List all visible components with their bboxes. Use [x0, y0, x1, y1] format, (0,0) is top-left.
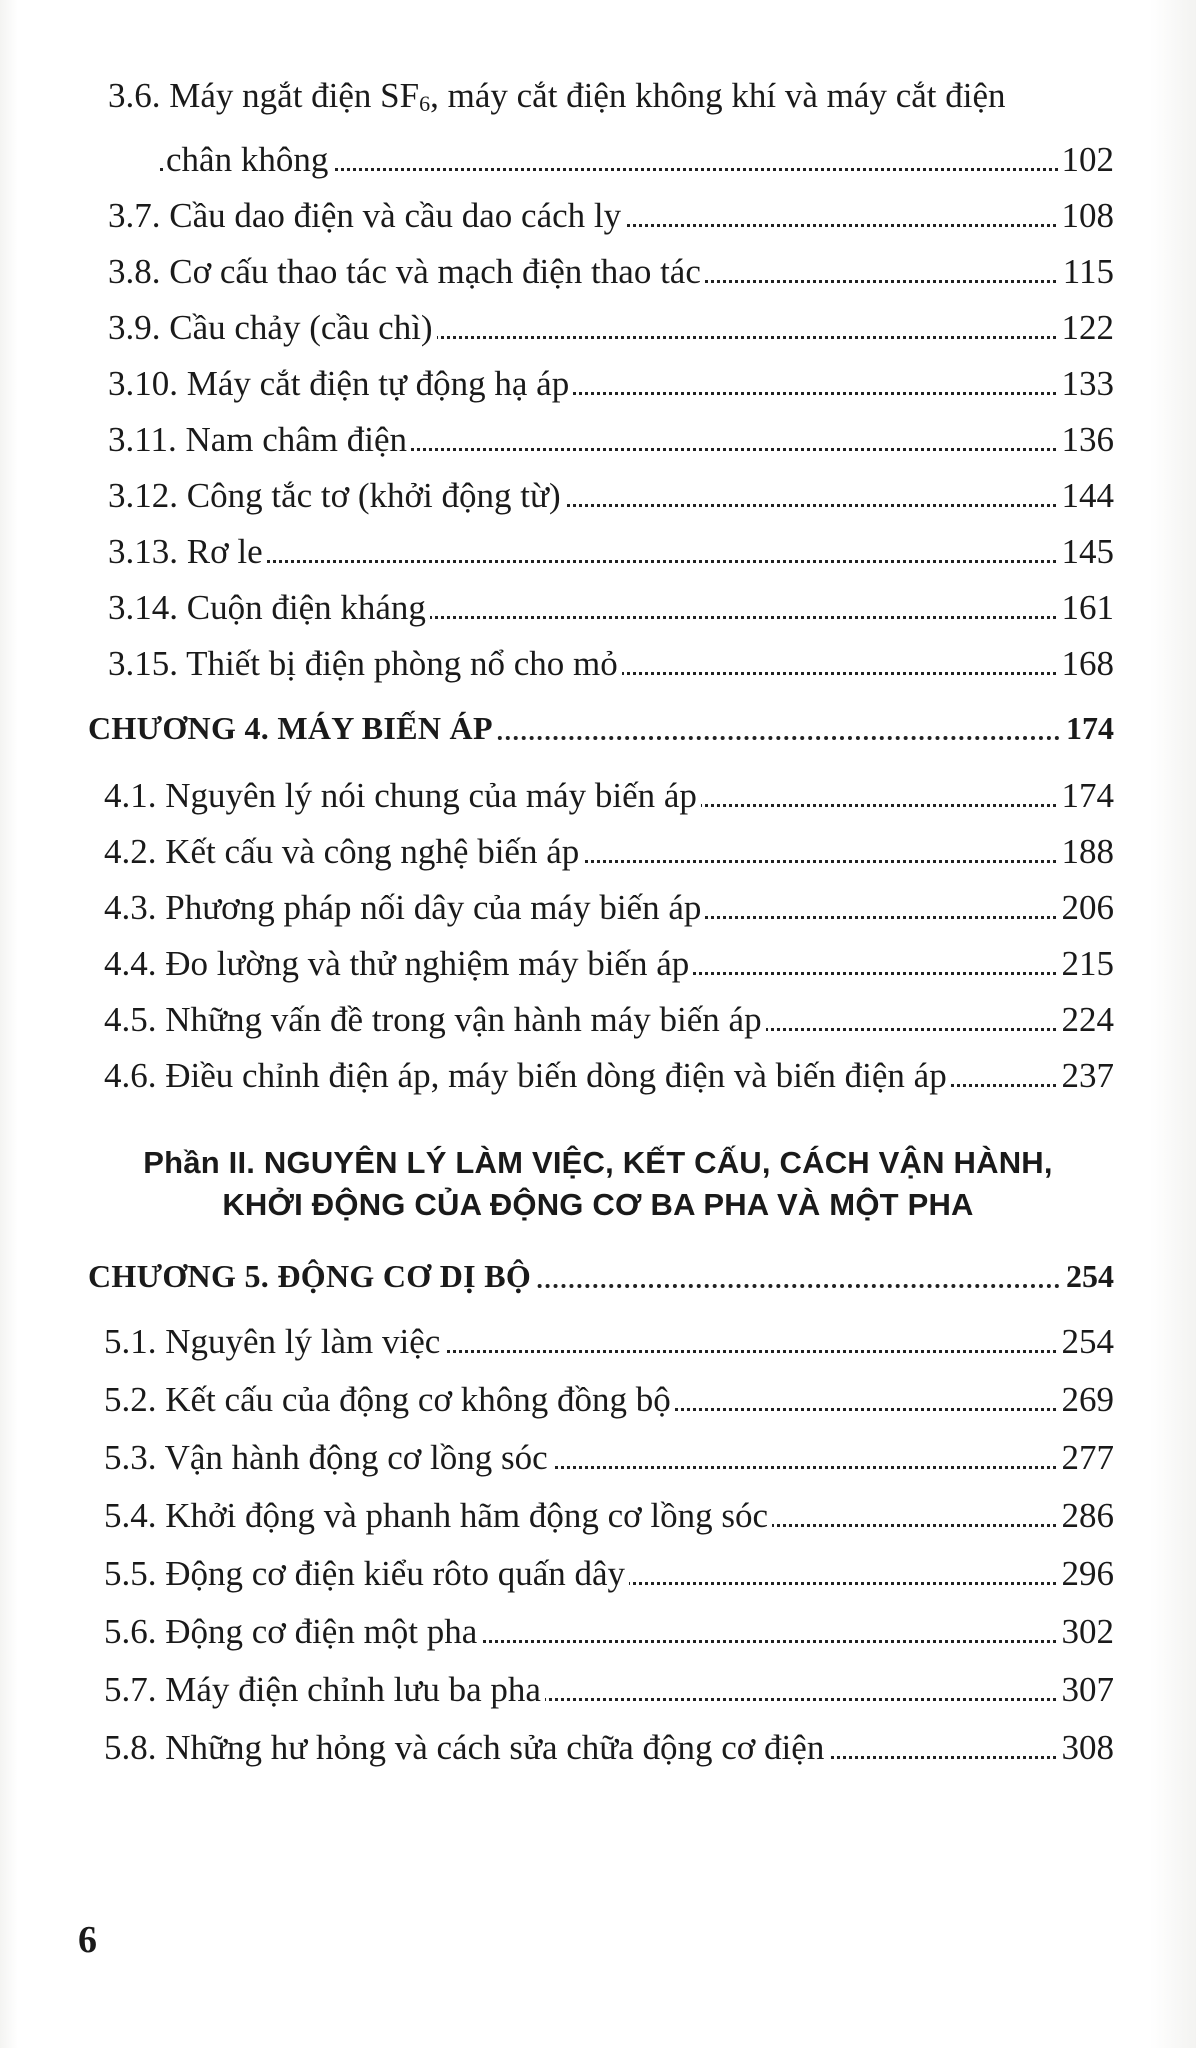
toc-entry-5-3-page: 277 [1058, 1430, 1115, 1486]
toc-entry-3-14 [0, 580, 1196, 636]
toc-entry-3-12-page: 144 [1058, 468, 1115, 524]
toc-entry-5-1 [0, 1314, 1196, 1370]
toc-entry-5-2-page: 269 [1058, 1372, 1115, 1428]
part-2-heading-line1: Phần II. NGUYÊN LÝ LÀM VIỆC, KẾT CẤU, CÁCH VẬN HÀNH, [143, 1145, 1053, 1180]
toc-entry-3-6-label-line1: 3.6. Máy ngắt điện $SF_6$, máy cắt điện không khí và máy cắt điện [108, 68, 1010, 132]
toc-entry-3-13-page: 145 [1058, 524, 1115, 580]
toc-entry-3-8 [0, 244, 1196, 300]
toc-entry-5-5-page: 296 [1058, 1546, 1115, 1602]
toc-entry-3-10-label: 3.10. Máy cắt điện tự động hạ áp [108, 356, 573, 412]
toc-entry-3-7-label: 3.7. Cầu dao điện và cầu dao cách ly [108, 188, 625, 244]
toc-entry-5-6-page: 302 [1058, 1604, 1115, 1660]
toc-entry-5-4-page: 286 [1058, 1488, 1115, 1544]
toc-entry-3-12 [0, 468, 1196, 524]
toc-entry-3-6-label-line2: chân không [166, 132, 332, 188]
toc-chapter-5-label: CHƯƠNG 5. ĐỘNG CƠ DỊ BỘ [88, 1248, 535, 1304]
toc-entry-5-3-label: 5.3. Vận hành động cơ lồng sóc [104, 1430, 552, 1486]
toc-entry-5-2 [0, 1372, 1196, 1428]
toc-entry-3-12-label: 3.12. Công tắc tơ (khởi động từ) [108, 468, 565, 524]
toc-entry-3-11-label: 3.11. Nam châm điện [108, 412, 411, 468]
toc-entry-4-3 [0, 880, 1196, 936]
toc-entry-5-4 [0, 1488, 1196, 1544]
toc-entry-4-4-page: 215 [1058, 936, 1115, 992]
toc-entry-4-5-page: 224 [1058, 992, 1115, 1048]
toc-chapter-5-page: 254 [1062, 1248, 1114, 1304]
toc-entry-5-4-label: 5.4. Khởi động và phanh hãm động cơ lồng sóc [104, 1488, 772, 1544]
toc-entry-3-7 [0, 188, 1196, 244]
toc-entry-4-4-label: 4.4. Đo lường và thử nghiệm máy biến áp [104, 936, 693, 992]
toc-entry-5-6-label: 5.6. Động cơ điện một pha [104, 1604, 481, 1660]
toc-entry-4-6-label: 4.6. Điều chỉnh điện áp, máy biến dòng điện và biến điện áp [104, 1048, 951, 1104]
toc-entry-4-2-page: 188 [1058, 824, 1115, 880]
toc-entry-4-3-page: 206 [1058, 880, 1115, 936]
toc-entry-4-6-page: 237 [1058, 1048, 1115, 1104]
toc-entry-3-11 [0, 412, 1196, 468]
toc-entry-3-6-page: 102 [1058, 132, 1115, 188]
toc-entry-5-7 [0, 1662, 1196, 1718]
toc-entry-4-4 [0, 936, 1196, 992]
toc-entry-3-8-page: 115 [1059, 244, 1114, 300]
page-number: 6 [78, 1919, 97, 1961]
toc-entry-3-8-label: 3.8. Cơ cấu thao tác và mạch điện thao tác [108, 244, 705, 300]
toc-entry-4-2 [0, 824, 1196, 880]
toc-entry-3-9-page: 122 [1058, 300, 1115, 356]
toc-chapter-4 [0, 700, 1196, 756]
toc-entry-3-14-page: 161 [1058, 580, 1115, 636]
toc-entry-4-5-label: 4.5. Những vấn đề trong vận hành máy biến áp [104, 992, 766, 1048]
toc-entry-3-9-label: 3.9. Cầu chảy (cầu chì) [108, 300, 437, 356]
toc-entry-3-10 [0, 356, 1196, 412]
toc-chapter-4-label: CHƯƠNG 4. MÁY BIẾN ÁP [88, 700, 497, 756]
toc-chapter-4-page: 174 [1062, 700, 1114, 756]
toc-entry-3-15-page: 168 [1058, 636, 1115, 692]
toc-entry-5-8-page: 308 [1058, 1720, 1115, 1776]
toc-chapter-5 [0, 1248, 1196, 1304]
toc-entry-4-1-page: 174 [1058, 768, 1115, 824]
toc-entry-4-5 [0, 992, 1196, 1048]
toc-entry-5-2-label: 5.2. Kết cấu của động cơ không đồng bộ [104, 1372, 675, 1428]
toc-entry-5-8 [0, 1720, 1196, 1776]
toc-entry-5-1-page: 254 [1058, 1314, 1115, 1370]
part-2-heading-line2: KHỞI ĐỘNG CỦA ĐỘNG CƠ BA PHA VÀ MỘT PHA [222, 1187, 974, 1222]
toc-entry-3-14-label: 3.14. Cuộn điện kháng [108, 580, 430, 636]
toc-entry-3-10-page: 133 [1058, 356, 1115, 412]
toc-entry-5-5-label: 5.5. Động cơ điện kiểu rôto quấn dây [104, 1546, 629, 1602]
toc-entry-4-1 [0, 768, 1196, 824]
toc-entry-4-1-label: 4.1. Nguyên lý nói chung của máy biến áp [104, 768, 701, 824]
toc-entry-3-7-page: 108 [1058, 188, 1115, 244]
toc-entry-5-3 [0, 1430, 1196, 1486]
toc-entry-3-13 [0, 524, 1196, 580]
toc-entry-5-8-label: 5.8. Những hư hỏng và cách sửa chữa động cơ điện [104, 1720, 828, 1776]
toc-entry-5-7-label: 5.7. Máy điện chỉnh lưu ba pha [104, 1662, 545, 1718]
toc-entry-5-6 [0, 1604, 1196, 1660]
toc-entry-4-2-label: 4.2. Kết cấu và công nghệ biến áp [104, 824, 583, 880]
toc-entry-3-9 [0, 300, 1196, 356]
toc-entry-5-1-label: 5.1. Nguyên lý làm việc [104, 1314, 444, 1370]
toc-entry-5-7-page: 307 [1058, 1662, 1115, 1718]
toc-entry-4-6 [0, 1048, 1196, 1104]
toc-entry-4-3-label: 4.3. Phương pháp nối dây của máy biến áp [104, 880, 705, 936]
toc-entry-5-5 [0, 1546, 1196, 1602]
toc-entry-3-13-label: 3.13. Rơ le [108, 524, 267, 580]
toc-entry-3-15 [0, 636, 1196, 692]
toc-entry-3-15-label: 3.15. Thiết bị điện phòng nổ cho mỏ [108, 636, 622, 692]
toc-entry-3-11-page: 136 [1058, 412, 1115, 468]
subscript-6: 6 [419, 91, 431, 116]
